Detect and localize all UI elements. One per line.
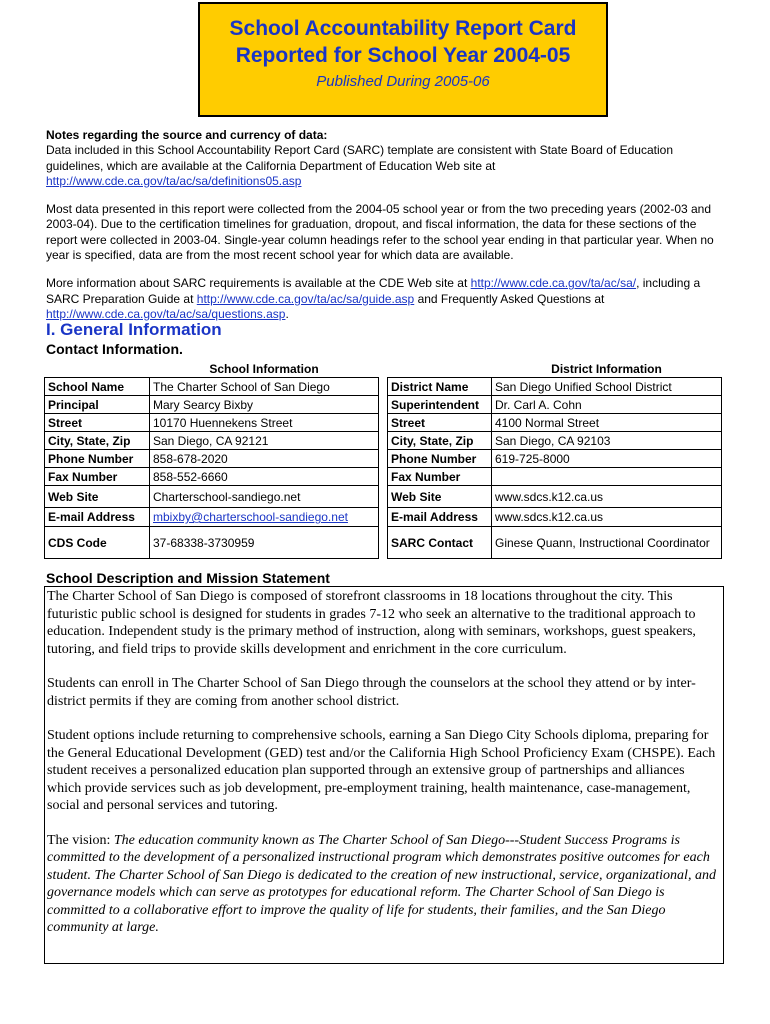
school-label: School Name [45, 378, 150, 396]
district-label: Street [388, 414, 492, 432]
school-value: 10170 Huennekens Street [150, 414, 379, 432]
school-value: 37-68338-3730959 [150, 527, 379, 559]
district-value [492, 468, 722, 486]
district-value: San Diego Unified School District [492, 378, 722, 396]
contact-row [45, 414, 722, 432]
school-value: 858-552-6660 [150, 468, 379, 486]
district-value: www.sdcs.k12.ca.us [492, 486, 722, 508]
notes-p3-c: and Frequently Asked Questions at [417, 291, 605, 306]
contact-row [45, 486, 722, 508]
contact-row [45, 508, 722, 527]
notes-paragraph-2: Most data presented in this report were collected from the 2004-05 school year or from the two preceding years (2002-03 and 2003-04). Due to the certification timelines for graduation, dropout, and fiscal information, the data for these sections of the report were collected in 2003-04. Single-year column headings refer to the school year ending in that particular year. When no year is specified, data are from the most recent school year for which data are available. [46, 202, 714, 263]
school-label: CDS Code [45, 527, 150, 559]
school-info-header: School Information [209, 361, 319, 376]
description-box [44, 586, 724, 964]
district-value: Dr. Carl A. Cohn [492, 396, 722, 414]
vision-paragraph [47, 832, 721, 937]
faq-link[interactable]: http://www.cde.ca.gov/ta/ac/sa/questions.asp [46, 306, 286, 321]
school-label: Street [45, 414, 150, 432]
district-label: Superintendent [388, 396, 492, 414]
notes-section [46, 128, 724, 335]
contact-row [45, 432, 722, 450]
district-label: E-mail Address [388, 508, 492, 527]
contact-heading: Contact Information. [46, 341, 183, 357]
contact-header-row [45, 360, 722, 378]
school-value: San Diego, CA 92121 [150, 432, 379, 450]
school-label: Fax Number [45, 468, 150, 486]
notes-paragraph-1 [46, 128, 724, 189]
school-value: Mary Searcy Bixby [150, 396, 379, 414]
district-value: 619-725-8000 [492, 450, 722, 468]
district-label: Fax Number [388, 468, 492, 486]
district-label: District Name [388, 378, 492, 396]
contact-row [45, 396, 722, 414]
report-title: School Accountability Report Card [229, 17, 577, 40]
school-label: Phone Number [45, 450, 150, 468]
school-value: The Charter School of San Diego [150, 378, 379, 396]
district-info-header: District Information [551, 361, 662, 376]
school-email-link[interactable]: mbixby@charterschool-sandiego.net [153, 510, 348, 524]
published-date: Published During 2005-06 [316, 73, 490, 90]
definitions-link[interactable]: http://www.cde.ca.gov/ta/ac/sa/definitions05.asp [46, 173, 302, 188]
description-heading: School Description and Mission Statement [46, 570, 330, 586]
contact-table [44, 360, 722, 559]
notes-p1-text: Data included in this School Accountability Report Card (SARC) template are consistent with State Board of Education guidelines, which are available at the California Department of Education Web site at [46, 143, 673, 173]
report-subtitle: Reported for School Year 2004-05 [235, 44, 571, 67]
title-box [198, 2, 608, 117]
vision-label: The vision: [47, 832, 111, 848]
district-value: www.sdcs.k12.ca.us [492, 508, 722, 527]
guide-link[interactable]: http://www.cde.ca.gov/ta/ac/sa/guide.asp [196, 291, 415, 306]
school-label: City, State, Zip [45, 432, 150, 450]
district-label: SARC Contact [388, 527, 492, 559]
school-value: Charterschool-sandiego.net [150, 486, 379, 508]
notes-p3-a: More information about SARC requirements is available at the CDE Web site at [46, 276, 468, 291]
section-title: I. General Information [46, 320, 222, 339]
school-label: Principal [45, 396, 150, 414]
vision-text: The education community known as The Charter School of San Diego---Student Success Programs is committed to the development of a personalized instructional program which demonstrates positive outcomes for each student. The Charter School of San Diego is dedicated to the creation of new instructional, service, organizational, and governance models which can serve as prototypes for educational reform. The Charter School of San Diego is committed to a collaborative effort to improve the quality of life for students, their families, and the San Diego community at large. [47, 832, 716, 935]
notes-heading: Notes regarding the source and currency of data: [46, 128, 328, 142]
school-label: Web Site [45, 486, 150, 508]
notes-p3-b: , including a SARC Preparation Guide at [46, 276, 701, 306]
sarc-home-link[interactable]: http://www.cde.ca.gov/ta/ac/sa/ [470, 276, 637, 291]
school-label: E-mail Address [45, 508, 150, 527]
contact-row [45, 527, 722, 559]
description-paragraph-3: Student options include returning to comprehensive schools, earning a San Diego City Schools diploma, preparing for the General Educational Development (GED) test and/or the California High School Proficiency Exam (CHSPE). Each student receives a personalized education plan supported through an extensive group of partnerships and alliances which provide services such as job development, pre-employment training, health maintenance, case-management, social and personal services and tutoring. [47, 728, 716, 813]
description-paragraph-1: The Charter School of San Diego is composed of storefront classrooms in 18 locations throughout the city. This futuristic public school is designed for students in grades 7-12 who seek an alternative to the traditional approach to education. Independent study is the primary method of instruction, along with seminars, workshops, guest speakers, tutoring, and field trips to provide skills development and enrichment in the core curriculum. [47, 589, 696, 657]
contact-row [45, 450, 722, 468]
district-label: Web Site [388, 486, 492, 508]
description-paragraph-2: Students can enroll in The Charter School of San Diego through the counselors at the school they attend or by inter-district permits if they are coming from another school district. [47, 676, 696, 709]
contact-row [45, 378, 722, 396]
school-value: 858-678-2020 [150, 450, 379, 468]
notes-paragraph-3 [46, 276, 724, 322]
district-value: San Diego, CA 92103 [492, 432, 722, 450]
contact-row [45, 468, 722, 486]
district-value: Ginese Quann, Instructional Coordinator [492, 527, 722, 559]
district-label: Phone Number [388, 450, 492, 468]
notes-p3-d: . [285, 306, 289, 321]
district-value: 4100 Normal Street [492, 414, 722, 432]
district-label: City, State, Zip [388, 432, 492, 450]
